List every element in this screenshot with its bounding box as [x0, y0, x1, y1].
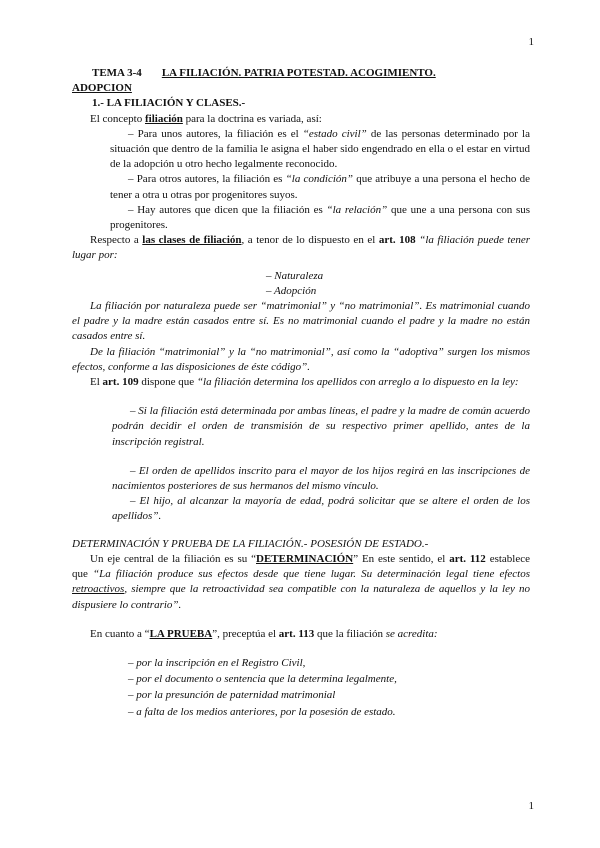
prueba-item-3: – por la presunción de paternidad matrimonial	[128, 689, 336, 702]
autores-item-3: – Hay autores que dicen que la filiación es “la relación” que une a una persona con sus progenitores.	[110, 203, 531, 232]
document-body	[72, 66, 530, 721]
prueba-item-2: – por el documento o sentencia que la determina legalmente,	[128, 673, 397, 686]
prueba-list	[128, 656, 530, 720]
clases-paragraph: Respecto a las clases de filiación, a tenor de lo dispuesto en el art. 108 “la filiación puede tener lugar por:	[72, 234, 531, 262]
apellidos-quote-2: – El orden de apellidos inscrito para el mayor de los hijos regirá en las inscripciones de nacimientos posteriores de sus hermanos del mismo vínculo.	[112, 464, 530, 493]
page-number-bottom: 1	[528, 800, 534, 812]
section1-heading: 1.- LA FILIACIÓN Y CLASES.-	[92, 97, 246, 110]
concepto-paragraph: El concepto filiación para la doctrina es variada, así:	[90, 112, 322, 125]
prueba-item-1: – por la inscripción en el Registro Civil,	[128, 656, 306, 669]
apellidos-quote-3: – El hijo, al alcanzar la mayoría de edad, podrá solicitar que se altere el orden de los apellidos”.	[112, 495, 530, 523]
clases-item-adopcion: – Adopción	[266, 284, 317, 297]
art109-paragraph: El art. 109 dispone que “la filiación determina los apellidos con arreglo a lo dispuesto en la ley:	[90, 376, 519, 389]
document-title	[92, 66, 530, 81]
autores-item-1: – Para unos autores, la filiación es el “estado civil” de las personas determinado por la situación que dentro de la familia le asigna el haber sido engendrado en ella o el estar en virtud de la adopción u otro hecho legalmente reconocido.	[110, 127, 530, 171]
apellidos-quote-1: – Si la filiación está determinada por ambas líneas, el padre y la madre de común acuerdo podrán decidir el orden de transmisión de su respectivo primer apellido, antes de la inscripción registral.	[112, 405, 530, 448]
efectos-paragraph: De la filiación “matrimonial” y la “no matrimonial”, así como la “adoptiva” surgen los mismos efectos, conforme a las disposiciones de éste código”.	[72, 345, 530, 373]
determinacion-paragraph: Un eje central de la filiación es su “DETERMINACIÓN” En este sentido, el art. 112 establece que “La filiación produce sus efectos desde que tiene lugar. Su determinación legal tiene efectos retroactivos, siempre que la retroactividad sea compatible con la naturaleza de aquellos y la ley no dispusiere lo contrario”.	[72, 552, 530, 611]
title-heading-part2: ADOPCION	[72, 82, 132, 95]
title-heading-part1: LA FILIACIÓN. PATRIA POTESTAD. ACOGIMIENTO.	[161, 67, 436, 79]
autores-item-2: – Para otros autores, la filiación es “la condición” que atribuye a una persona el hecho de tener a otra u otras por progenitores suyos.	[110, 173, 530, 201]
page-number-top: 1	[528, 36, 534, 48]
prueba-paragraph: En cuanto a “LA PRUEBA”, preceptúa el art. 113 que la filiación se acredita:	[90, 627, 438, 640]
prueba-item-4: – a falta de los medios anteriores, por la posesión de estado.	[128, 705, 396, 718]
clases-item-naturaleza: – Naturaleza	[266, 269, 324, 282]
section2-heading: DETERMINACIÓN Y PRUEBA DE LA FILIACIÓN.- POSESIÓN DE ESTADO.-	[72, 537, 429, 550]
tema-label: TEMA 3-4	[92, 67, 142, 79]
naturaleza-paragraph: La filiación por naturaleza puede ser “matrimonial” y “no matrimonial”. Es matrimonial cuando el padre y la madre están casados entre sí. Es no matrimonial cuando el padre y la madre no están casados entre sí.	[72, 300, 530, 343]
